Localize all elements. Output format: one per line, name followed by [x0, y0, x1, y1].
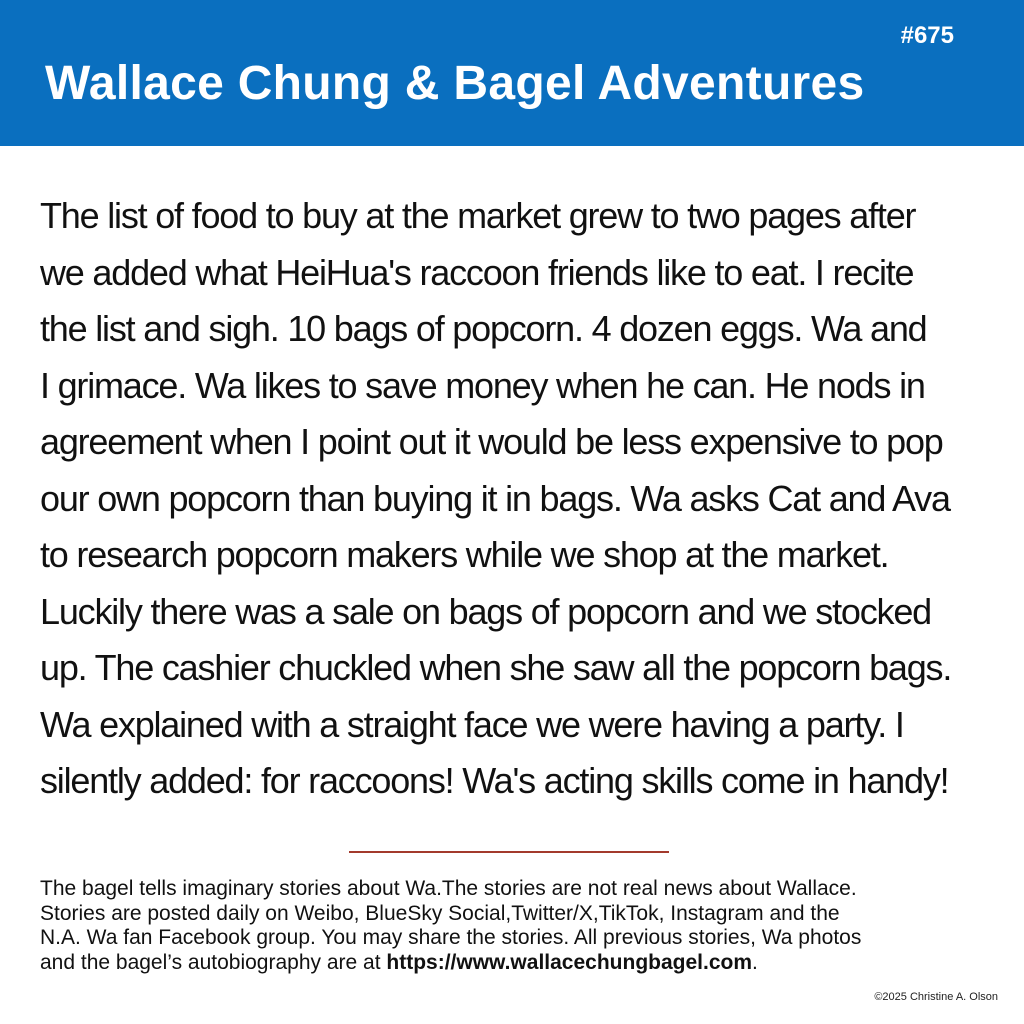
- divider-line: [349, 851, 669, 853]
- website-link[interactable]: https://www.wallacechungbagel.com: [386, 950, 753, 974]
- page-title: Wallace Chung & Bagel Adventures: [45, 57, 865, 110]
- story-text: [40, 188, 1000, 810]
- story-number: #675: [900, 22, 954, 49]
- footer-line: N.A. Wa fan Facebook group. You may share the stories. All previous stories, Wa photos: [40, 926, 862, 949]
- story-line: silently added: for raccoons! Wa's acting skills come in handy!: [40, 760, 949, 801]
- story-line: to research popcorn makers while we shop at the market.: [40, 534, 889, 575]
- story-line: Wa explained with a straight face we were having a party. I: [40, 703, 904, 745]
- story-line: agreement when I point out it would be less expensive to pop: [40, 421, 943, 462]
- story-line: up. The cashier chuckled when she saw all the popcorn bags.: [40, 647, 952, 688]
- story-line: I grimace. Wa likes to save money when he can. He nods in: [40, 364, 925, 406]
- story-line: the list and sigh. 10 bags of popcorn. 4 dozen eggs. Wa and: [40, 308, 927, 349]
- story-line: we added what HeiHua's raccoon friends like to eat. I recite: [40, 251, 914, 293]
- footer-line-prefix: and the bagel’s autobiography are at: [40, 950, 387, 974]
- story-line: Luckily there was a sale on bags of popcorn and we stocked: [40, 590, 931, 632]
- header-banner: [0, 0, 1024, 146]
- footer-line-suffix: .: [752, 950, 758, 974]
- footer-disclaimer: [40, 877, 1000, 975]
- footer-line: [40, 951, 1000, 976]
- copyright-notice: ©2025 Christine A. Olson: [874, 991, 998, 1003]
- story-line: The list of food to buy at the market grew to two pages after: [40, 195, 916, 236]
- footer-line: Stories are posted daily on Weibo, BlueSky Social,Twitter/X,TikTok, Instagram and the: [40, 901, 840, 925]
- footer-line: The bagel tells imaginary stories about Wa.The stories are not real news about Wallace.: [40, 877, 857, 900]
- story-line: our own popcorn than buying it in bags. Wa asks Cat and Ava: [40, 477, 950, 519]
